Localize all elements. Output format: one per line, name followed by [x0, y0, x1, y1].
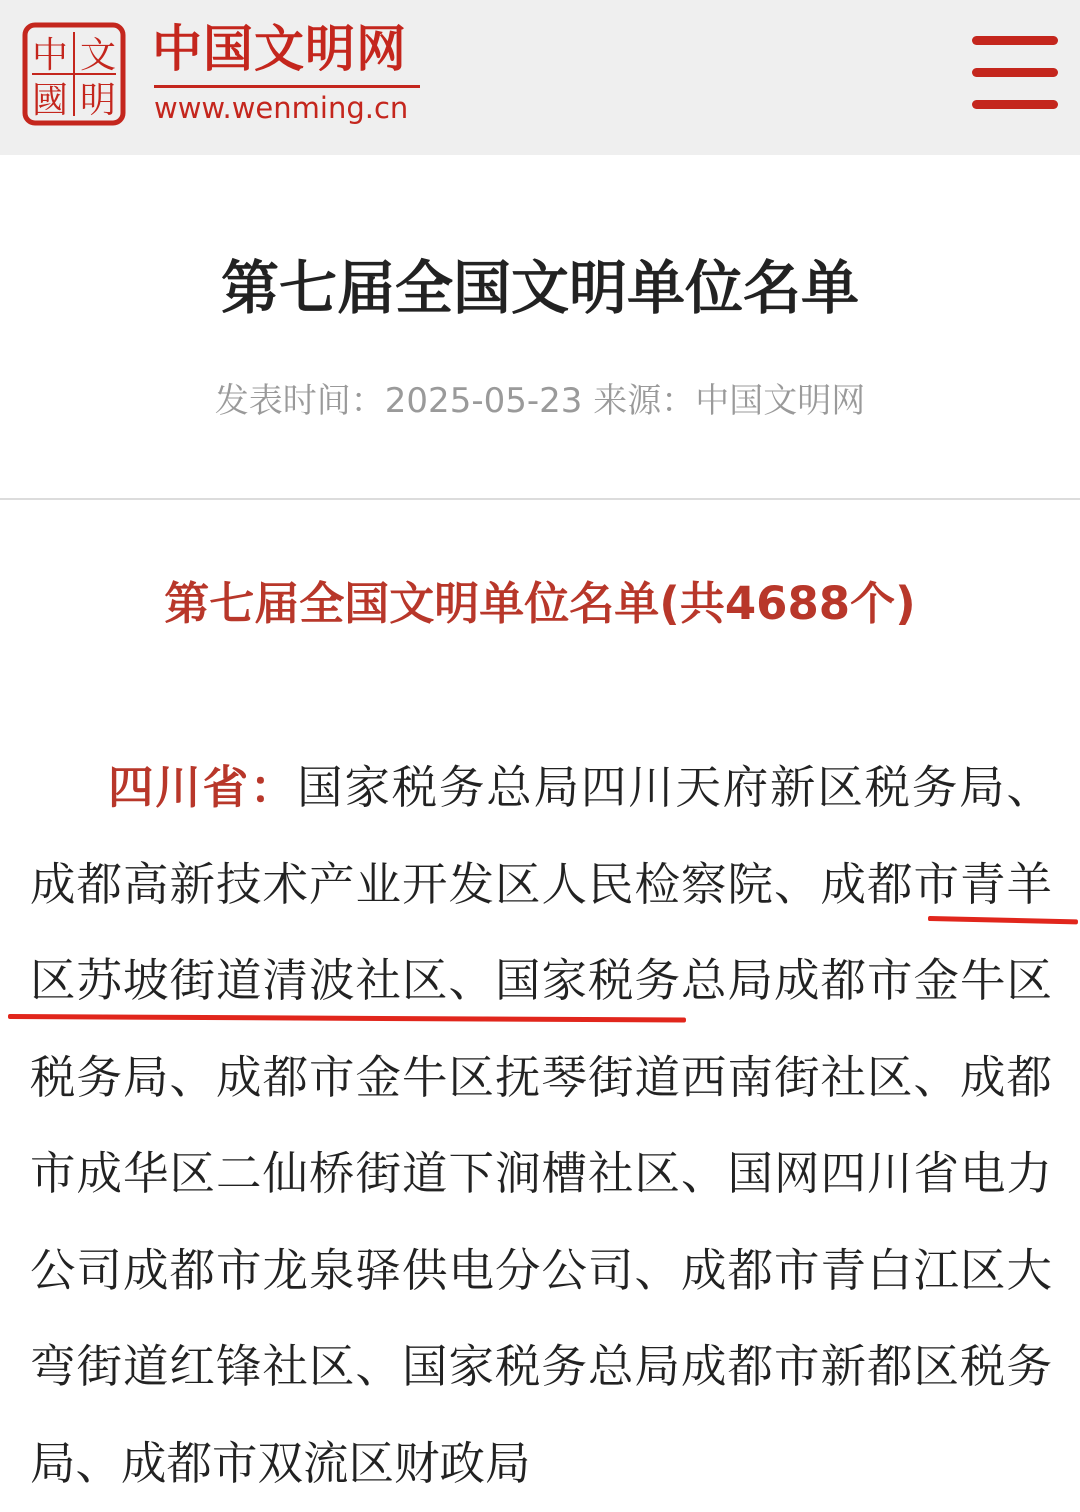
article-meta: 发表时间：2025-05-23 来源：中国文明网 [214, 381, 866, 421]
menu-bar [972, 36, 1058, 45]
site-url[interactable]: www.wenming.cn [154, 91, 409, 125]
brand-divider [154, 85, 420, 88]
article-body [30, 740, 1052, 1512]
site-name[interactable]: 中国文明网 [152, 20, 407, 78]
page-title: 第七届全国文明单位名单 [220, 254, 859, 322]
svg-text:中: 中 [31, 35, 69, 76]
list-heading: 第七届全国文明单位名单(共4688个) [164, 577, 916, 630]
svg-text:明: 明 [79, 80, 117, 121]
province-label: 四川省： [108, 761, 298, 814]
hamburger-menu-icon[interactable] [968, 30, 1062, 114]
site-header [0, 0, 1080, 155]
menu-bar [972, 68, 1058, 77]
unit-list-text: 国家税务总局四川天府新区税务局、成都高新技术产业开发区人民检察院、成都市青羊区苏坡街道清波社区、国家税务总局成都市金牛区税务局、成都市金牛区抚琴街道西南街社区、成都市成华区二仙桥街道下涧槽社区、国网四川省电力公司成都市龙泉驿供电分公司、成都市青白江区大弯街道红锋社区、国家税务总局成都市新都区税务局、成都市双流区财政局 [30, 761, 1052, 1490]
menu-bar [972, 100, 1058, 109]
divider [0, 498, 1080, 500]
svg-text:國: 國 [31, 80, 69, 121]
wenming-seal-logo[interactable] [22, 22, 126, 126]
svg-text:文: 文 [79, 35, 117, 76]
